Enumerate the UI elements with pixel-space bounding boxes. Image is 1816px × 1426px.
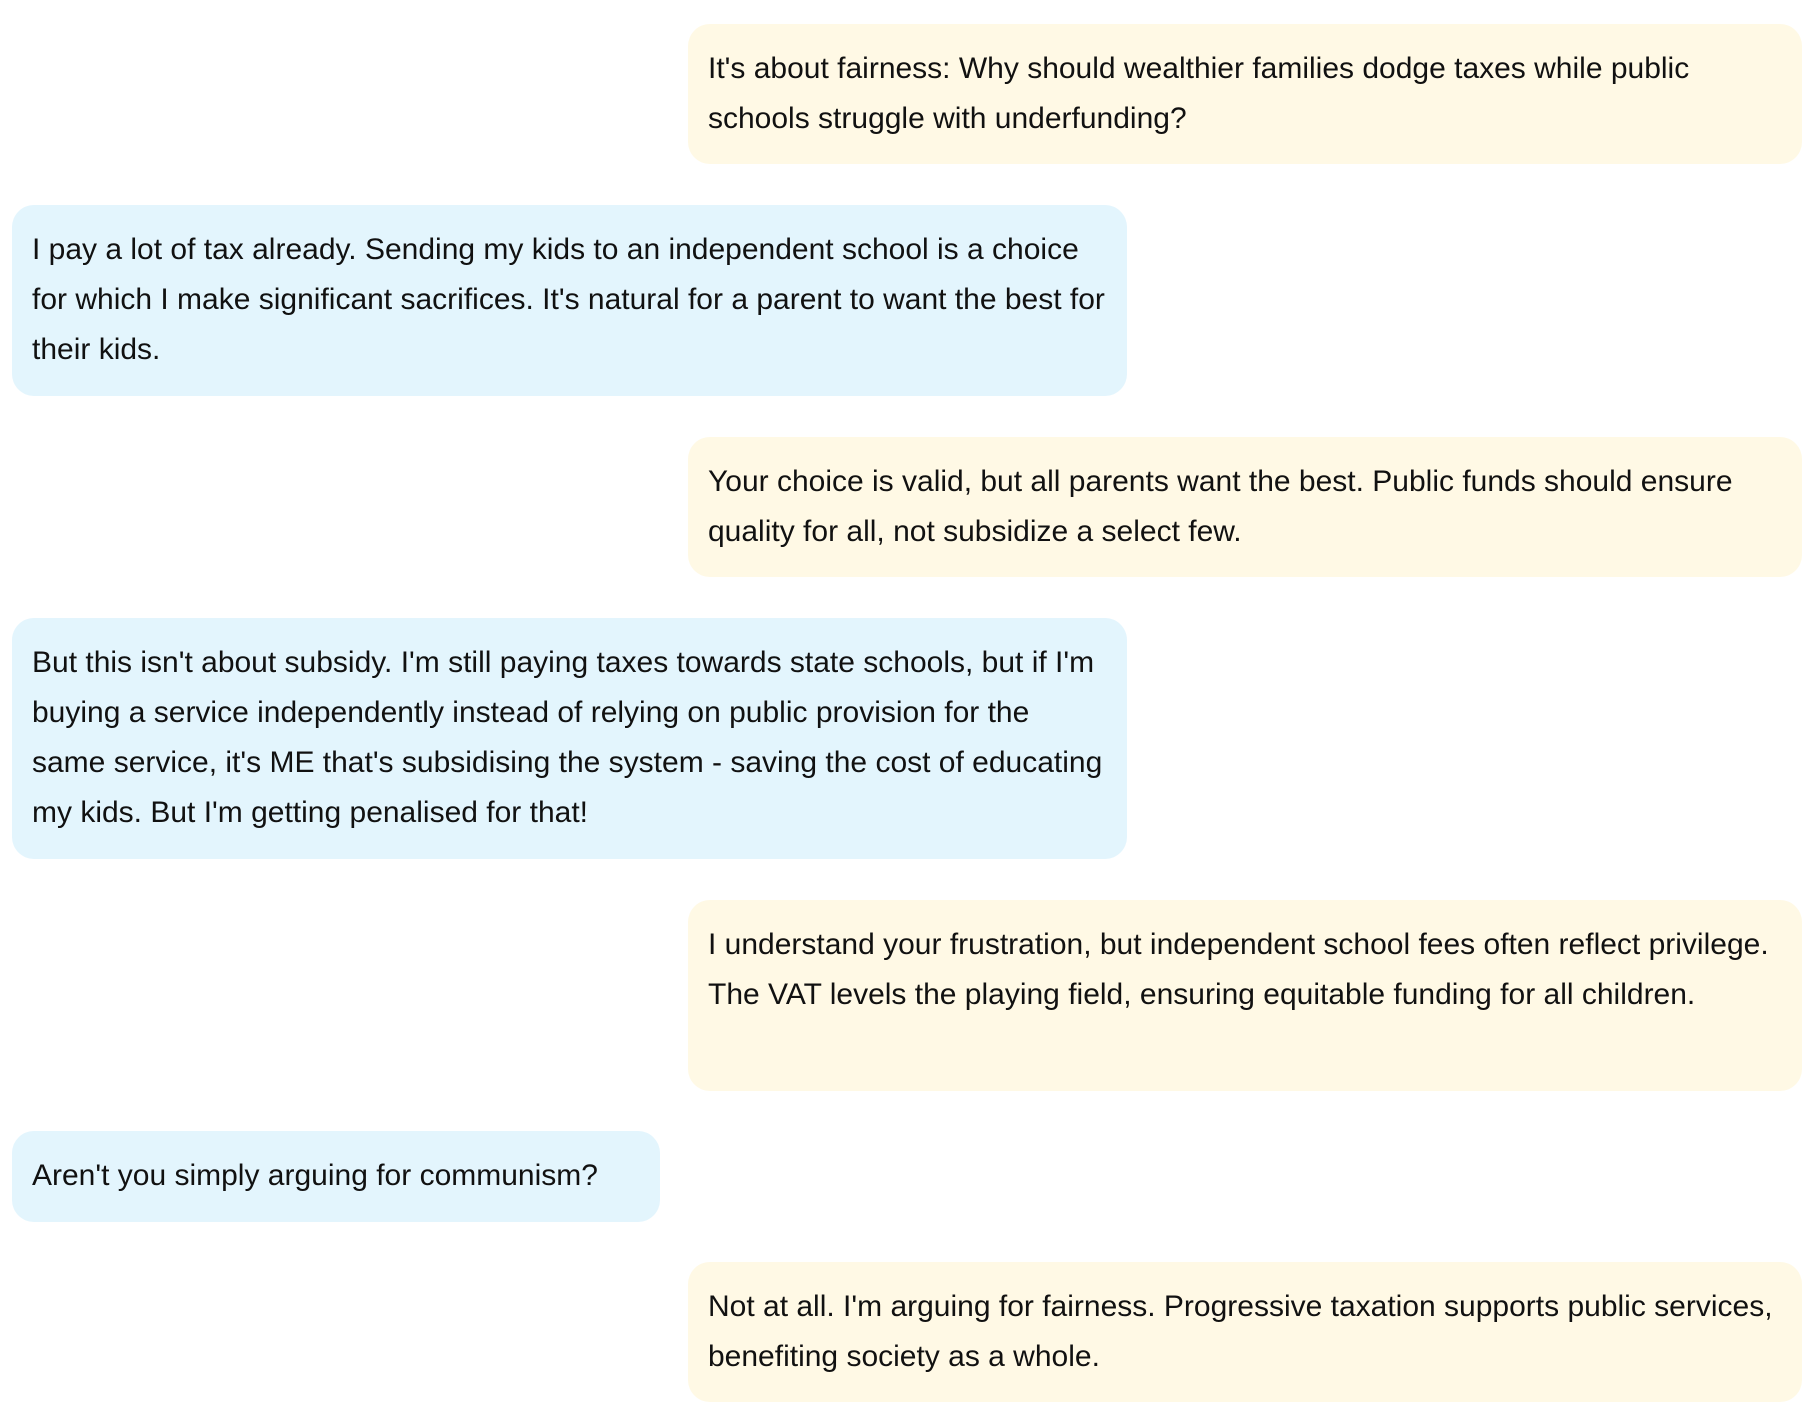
message-text: Not at all. I'm arguing for fairness. Progressive taxation supports public services, benefiting society as a whole. bbox=[708, 1290, 1773, 1373]
message-text: Your choice is valid, but all parents want the best. Public funds should ensure quality for all, not subsidize a select few. bbox=[708, 465, 1733, 548]
message-bubble-outgoing bbox=[688, 437, 1802, 577]
message-bubble-incoming bbox=[12, 205, 1127, 396]
message-bubble-outgoing bbox=[688, 1262, 1802, 1402]
message-bubble-incoming bbox=[12, 618, 1127, 859]
message-bubble-outgoing bbox=[688, 900, 1802, 1091]
message-bubble-incoming bbox=[12, 1131, 660, 1222]
message-text: It's about fairness: Why should wealthier families dodge taxes while public schools struggle with underfunding? bbox=[708, 52, 1690, 135]
message-text: I understand your frustration, but independent school fees often reflect privilege. The VAT levels the playing field, ensuring equitable funding for all children. bbox=[708, 928, 1769, 1011]
message-text: I pay a lot of tax already. Sending my kids to an independent school is a choice for which I make significant sacrifices. It's natural for a parent to want the best for their kids. bbox=[32, 233, 1105, 366]
message-bubble-outgoing bbox=[688, 24, 1802, 164]
message-text: Aren't you simply arguing for communism? bbox=[32, 1159, 598, 1192]
message-text: But this isn't about subsidy. I'm still paying taxes towards state schools, but if I'm buying a service independently instead of relying on public provision for the same service, it's ME that's subsidising the system - saving the cost of educating my kids. But I'm getting penalised for that! bbox=[32, 646, 1103, 829]
